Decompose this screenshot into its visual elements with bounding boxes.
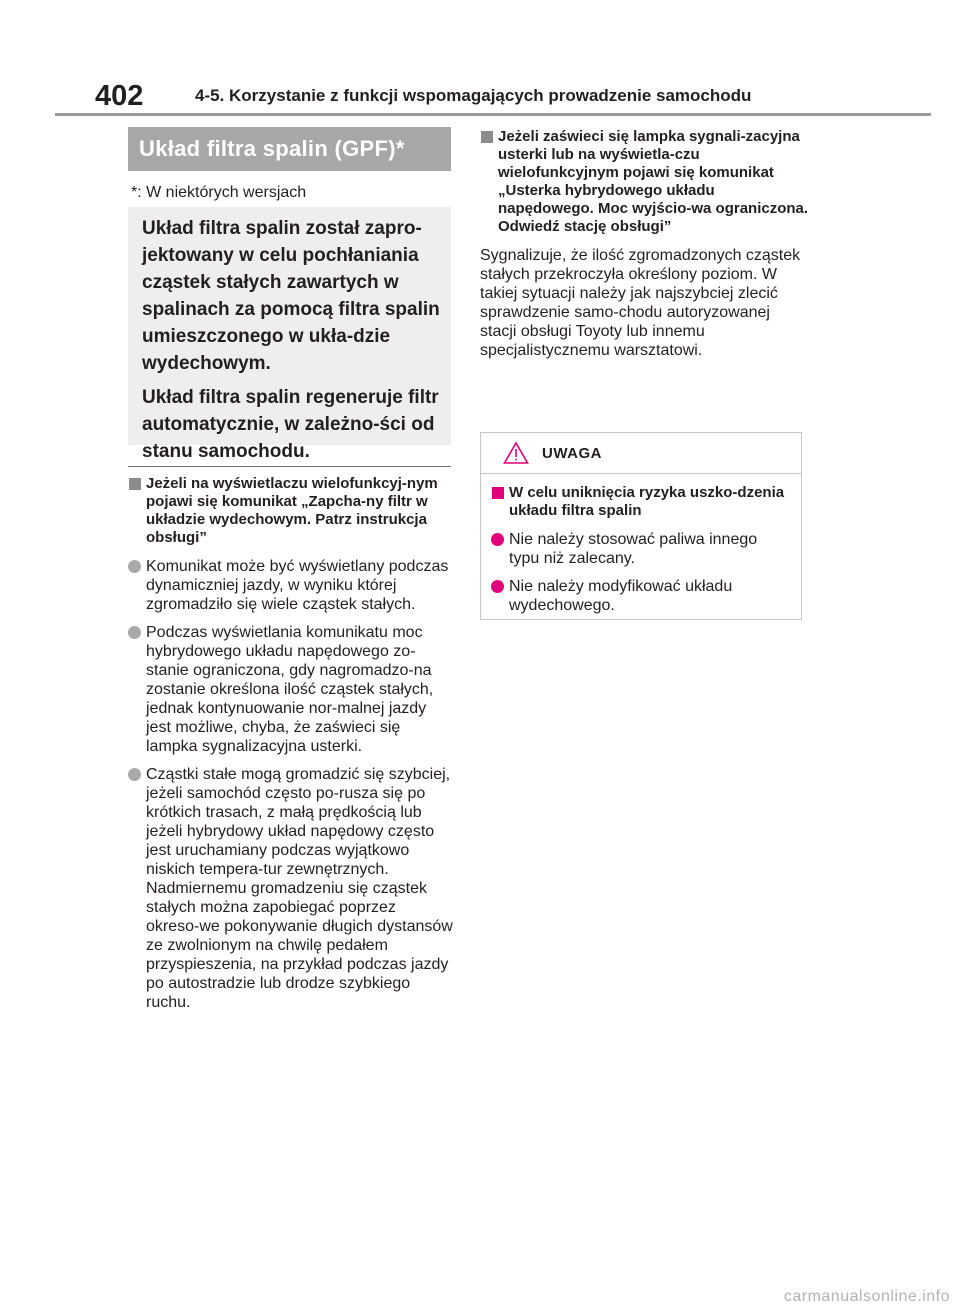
- bullet-text: Cząstki stałe mogą gromadzić się szybciej, jeżeli samochód często po-rusza się po krótkich trasach, z małą prędkością lub jeżeli hybrydowy układ napędowy często jest uruchamiany podczas wyjątkowo niskich tempera-tur zewnętrznych. Nadmiernemu gromadzeniu się cząstek stałych można zapobiegać poprzez okreso-we pokonywanie długich dystansów ze zwolnionym na chwilę pedałem przyspieszenia, na przykład podczas jazdy po autostradzie lub drodze szybkiego ruchu.: [146, 766, 453, 1011]
- square-bullet-icon: [481, 131, 493, 143]
- circle-bullet-icon: [128, 560, 141, 573]
- summary-paragraph: Układ filtra spalin został zapro-jektowany w celu pochłaniania cząstek stałych zawartych w spalinach za pomocą filtra spalin umieszczonego w ukła-dzie wydechowym.: [142, 218, 440, 374]
- summary-paragraph: Układ filtra spalin regeneruje filtr automatycznie, w zależno-ści od stanu samochodu.: [142, 387, 439, 462]
- body-paragraph: Sygnalizuje, że ilość zgromadzonych cząstek stałych przekroczyła określony poziom. W takiej sytuacji należy jak najszybciej zlecić sprawdzenie samo-chodu autoryzowanej stacji obsługi Toyoty lub innemu specjalistycznemu warsztatowi.: [480, 247, 801, 359]
- circle-bullet-icon: [128, 626, 141, 639]
- page-number: 402: [95, 80, 144, 112]
- summary-box: [128, 207, 451, 462]
- subsection-heading: [128, 475, 453, 547]
- warning-heading: [491, 484, 791, 520]
- chapter-title: 4-5. Korzystanie z funkcji wspomagających prowadzenie samochodu: [195, 86, 752, 105]
- square-bullet-icon: [129, 478, 141, 490]
- subsection-heading: [480, 128, 810, 236]
- page-header: [95, 78, 931, 114]
- bullet-text: Nie należy modyfikować układu wydechowego.: [509, 578, 733, 614]
- circle-bullet-icon: [491, 580, 504, 593]
- circle-bullet-icon: [128, 768, 141, 781]
- bullet-text: Podczas wyświetlania komunikatu moc hybrydowego układu napędowego zo-stanie ograniczona, gdy nagromadzo-na zostanie określona ilość cząstek stałych, jednak kontynuowanie nor-malnej jazdy jest możliwe, chyba, że zaświeci się lampka sygnalizacyjna usterki.: [146, 624, 434, 755]
- circle-bullet-icon: [491, 533, 504, 546]
- warning-heading-text: W celu uniknięcia ryzyka uszko-dzenia układu filtra spalin: [509, 484, 785, 519]
- bullet-item: [128, 623, 453, 756]
- square-bullet-icon: [492, 487, 504, 499]
- warning-triangle-icon: [503, 441, 529, 465]
- section-title: Układ filtra spalin (GPF)*: [128, 127, 451, 171]
- bullet-text: Komunikat może być wyświetlany podczas dynamiczniej jazdy, w wyniku której zgromadziło się wiele cząstek stałych.: [146, 558, 449, 613]
- bullet-item: [128, 765, 453, 1012]
- bullet-text: Nie należy stosować paliwa innego typu niż zalecany.: [509, 531, 758, 567]
- subsection-heading-text: Jeżeli na wyświetlaczu wielofunkcyj-nym pojawi się komunikat „Zapcha-ny filtr w układzie wydechowym. Patrz instrukcja obsługi”: [146, 475, 438, 546]
- warning-bullet: [491, 530, 791, 568]
- warning-bullet: [491, 577, 791, 615]
- footnote: *: W niektórych wersjach: [131, 184, 307, 201]
- left-column: [128, 475, 453, 1021]
- subsection-heading-text: Jeżeli zaświeci się lampka sygnali-zacyjna usterki lub na wyświetla-czu wielofunkcyjnym pojawi się komunikat „Usterka hybrydowego układu napędowego. Moc wyjścio-wa ograniczona. Odwiedź stację obsługi”: [498, 128, 809, 235]
- warning-box: [480, 432, 802, 620]
- warning-body: [481, 474, 801, 615]
- watermark: carmanualsonline.info: [783, 1288, 950, 1305]
- divider: [128, 466, 451, 467]
- header-rule: [55, 113, 931, 116]
- bullet-item: [128, 557, 453, 614]
- right-column: [480, 128, 810, 360]
- warning-label: UWAGA: [542, 445, 602, 462]
- warning-header: [481, 433, 801, 474]
